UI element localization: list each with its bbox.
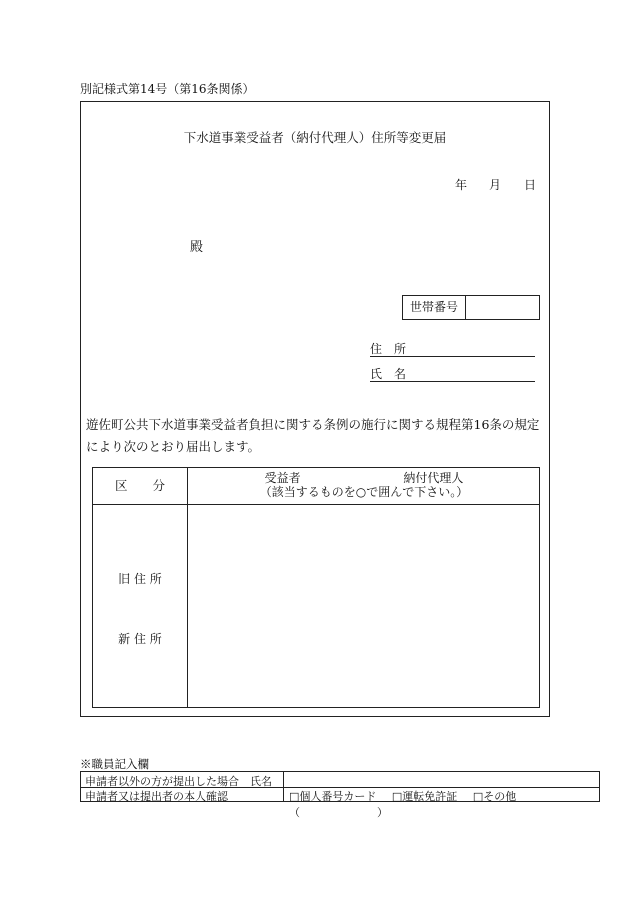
staff-entry-table — [80, 771, 600, 819]
body-statement: 遊佐町公共下水道事業受益者負担に関する条例の施行に関する規程第16条の規定により次のとおり届出します。 — [86, 417, 540, 454]
submitter-name-label: 申請者以外の方が提出した場合 氏名 — [85, 775, 272, 788]
agent-option[interactable]: 納付代理人 — [403, 471, 464, 485]
old-address-label: 旧 住 所 — [118, 572, 162, 586]
household-number-field[interactable] — [466, 296, 539, 319]
table-column-divider — [187, 468, 188, 707]
change-details-table — [92, 467, 540, 708]
applicant-address-label: 住 所 — [370, 342, 407, 356]
staff-section-heading: ※職員記入欄 — [80, 757, 149, 771]
category-options-header — [188, 471, 540, 499]
staff-column-divider — [283, 772, 284, 801]
option-other[interactable]: □その他（ ） — [289, 790, 517, 819]
date-day-label: 日 — [524, 178, 537, 192]
identity-check-options — [289, 788, 589, 820]
applicant-address-field[interactable] — [370, 340, 535, 357]
option-my-number-card[interactable]: □個人番号カード — [289, 790, 377, 803]
option-drivers-license[interactable]: □運転免許証 — [391, 790, 458, 803]
form-title: 下水道事業受益者（納付代理人）住所等変更届 — [183, 130, 447, 145]
form-number-label: 別記様式第14号（第16条関係） — [80, 82, 255, 96]
household-number-box — [402, 295, 540, 320]
household-number-label: 世帯番号 — [403, 296, 466, 319]
category-header: 区 分 — [114, 478, 165, 493]
date-month-label: 月 — [489, 178, 502, 192]
new-address-label: 新 住 所 — [118, 632, 162, 646]
applicant-name-field[interactable] — [370, 365, 535, 382]
circle-instruction: （該当するものを○で囲んで下さい。） — [259, 485, 469, 499]
beneficiary-option[interactable]: 受益者 — [264, 471, 301, 485]
applicant-name-label: 氏 名 — [370, 367, 407, 381]
table-header-divider — [93, 504, 539, 505]
date-year-label: 年 — [455, 178, 468, 192]
identity-check-label: 申請者又は提出者の本人確認 — [85, 790, 228, 803]
addressee-suffix: 殿 — [190, 240, 204, 255]
